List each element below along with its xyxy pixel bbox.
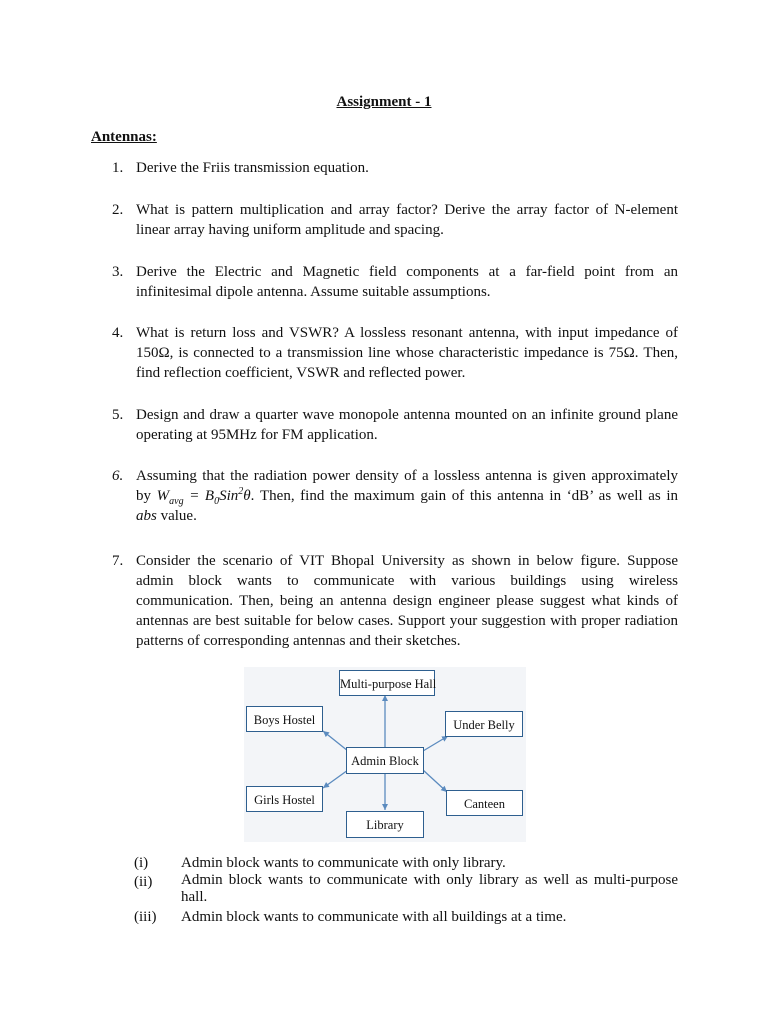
node-girls-hostel: Girls Hostel	[246, 786, 323, 812]
question-text-line: linear array having uniform amplitude and spacing.	[136, 222, 444, 238]
arrow-to-canteen	[423, 770, 447, 792]
subquestion-number: (i)	[134, 855, 149, 871]
question-text-line: Derive the Friis transmission equation.	[136, 160, 369, 176]
question-number: 2.	[112, 202, 124, 218]
question-text-line: admin block wants to communicate with various buildings using wireless	[136, 573, 678, 589]
question-text-line: 150Ω, is connected to a transmission line whose characteristic impedance is 75Ω. Then,	[136, 345, 678, 361]
node-admin-block: Admin Block	[346, 747, 424, 774]
question-text-line: What is return loss and VSWR? A lossless resonant antenna, with input impedance of	[136, 325, 678, 341]
question-text-line-equation	[136, 486, 678, 506]
subquestion-text-line: Admin block wants to communicate with all buildings at a time.	[181, 909, 567, 925]
question-text-line: Design and draw a quarter wave monopole antenna mounted on an infinite ground plane	[136, 407, 678, 423]
question-1	[112, 158, 678, 178]
question-6	[112, 466, 678, 526]
subquestion-text-line: hall.	[181, 889, 208, 905]
campus-diagram	[244, 667, 526, 842]
subquestion-3	[134, 907, 678, 927]
question-3	[112, 262, 678, 302]
question-text-line: antennas are best suitable for below cases. Support your suggestion with proper radiation	[136, 613, 678, 629]
question-text-line: communication. Then, being an antenna design engineer please suggest what kinds of	[136, 593, 678, 609]
question-text-line: Derive the Electric and Magnetic field components at a far-field point from an	[136, 264, 678, 280]
question-text-line: operating at 95MHz for FM application.	[136, 427, 378, 443]
question-7	[112, 551, 678, 651]
question-text-line: abs value.	[136, 508, 197, 524]
question-number: 4.	[112, 325, 124, 341]
question-text-line: infinitesimal dipole antenna. Assume suitable assumptions.	[136, 284, 491, 300]
subquestion-2	[134, 872, 678, 906]
question-4	[112, 323, 678, 383]
question-number: 5.	[112, 407, 124, 423]
section-heading: Antennas:	[91, 129, 157, 145]
node-under-belly: Under Belly	[445, 711, 523, 737]
arrow-to-boys-hostel	[323, 731, 348, 751]
arrow-to-under-belly	[423, 736, 448, 751]
page-title: Assignment - 1	[336, 94, 432, 110]
question-text-line: What is pattern multiplication and array factor? Derive the array factor of N-element	[136, 202, 678, 218]
question-2	[112, 200, 678, 240]
question-number: 6.	[112, 468, 124, 484]
question-text-line: Consider the scenario of VIT Bhopal University as shown in below figure. Suppose	[136, 553, 678, 569]
question-number: 3.	[112, 264, 124, 280]
arrow-to-girls-hostel	[323, 770, 348, 788]
equation-suffix: . Then, find the maximum gain of this antenna in ‘dB’ as well as in	[250, 488, 678, 504]
node-boys-hostel: Boys Hostel	[246, 706, 323, 732]
node-library: Library	[346, 811, 424, 838]
subquestion-number: (ii)	[134, 874, 153, 890]
question-text-line: patterns of corresponding antennas and their sketches.	[136, 633, 461, 649]
question-text-line: Assuming that the radiation power density of a lossless antenna is given approximately	[136, 468, 678, 484]
question-5	[112, 405, 678, 445]
subquestion-number: (iii)	[134, 909, 157, 925]
subquestion-text-line: Admin block wants to communicate with only library.	[181, 855, 506, 871]
question-text-line: find reflection coefficient, VSWR and reflected power.	[136, 365, 466, 381]
node-canteen: Canteen	[446, 790, 523, 816]
subquestion-1	[134, 853, 678, 873]
equation-symbol: $W_{avg} = B_0Sin^2\theta$	[156, 486, 251, 507]
subquestion-text-line: Admin block wants to communicate with only library as well as multi-purpose	[181, 872, 678, 888]
node-multipurpose-hall: Multi-purpose Hall	[339, 670, 435, 696]
question-number: 7.	[112, 553, 124, 569]
question-number: 1.	[112, 160, 124, 176]
equation-prefix: by	[136, 488, 157, 504]
